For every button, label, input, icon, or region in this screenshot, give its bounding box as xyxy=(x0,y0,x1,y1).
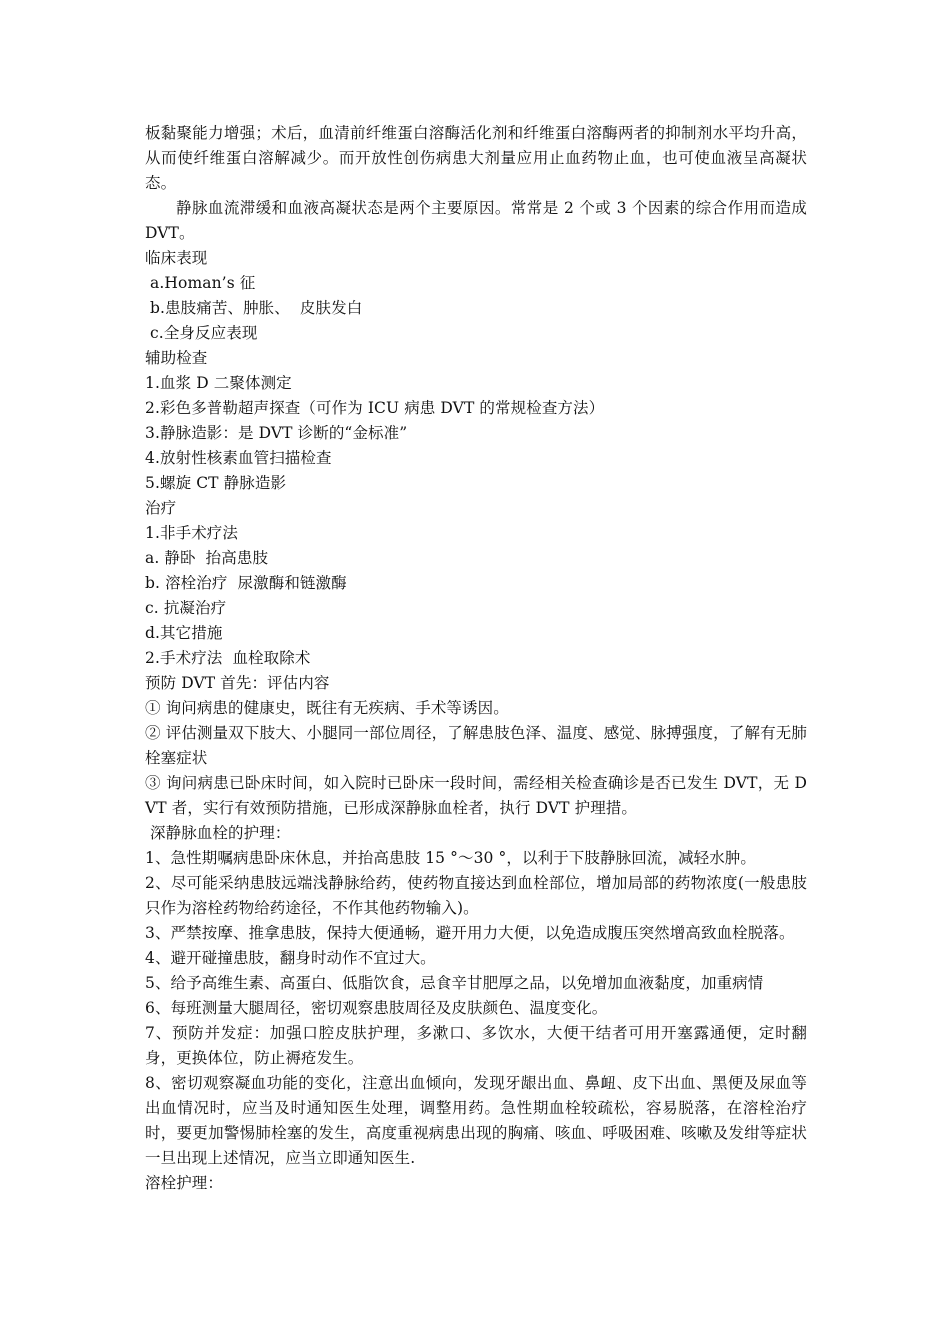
exam-item: 5.螺旋 CT 静脉造影 xyxy=(145,474,287,492)
nursing-item: 3、严禁按摩、推拿患肢，保持大便通畅，避开用力大便，以免造成腹压突然增高致血栓脱落。 xyxy=(145,924,795,942)
clinical-item: b.患肢痛苦、肿胀、 皮肤发白 xyxy=(145,299,363,317)
intro-paragraph: 板黏聚能力增强；术后，血清前纤维蛋白溶酶活化剂和纤维蛋白溶酶两者的抑制剂水平均升高，从而使纤维蛋白溶解减少。而开放性创伤病患大剂量应用止血药物止血，也可使血液呈高凝状态。 xyxy=(145,124,807,192)
nursing-item: 5、给予高维生素、高蛋白、低脂饮食，忌食辛甘肥厚之品，以免增加血液黏度，加重病情 xyxy=(145,974,764,992)
prevention-item: ② 评估测量双下肢大、小腿同一部位周径，了解患肢色泽、温度、感觉、脉搏强度，了解有无肺栓塞症状 xyxy=(145,724,807,767)
exams-heading: 辅助检查 xyxy=(145,349,208,367)
nursing-item: 7、预防并发症：加强口腔皮肤护理，多漱口、多饮水，大便干结者可用开塞露通便，定时翻身，更换体位，防止褥疮发生。 xyxy=(145,1024,807,1067)
nursing-item: 1、急性期嘱病患卧床休息，并抬高患肢 15 °～30 °，以利于下肢静脉回流，减轻水肿。 xyxy=(145,849,756,867)
prevention-heading: 预防 DVT 首先：评估内容 xyxy=(145,674,330,692)
treatment-heading: 治疗 xyxy=(145,499,177,517)
nursing-heading: 深静脉血栓的护理： xyxy=(145,824,291,842)
nursing-item: 4、避开碰撞患肢，翻身时动作不宜过大。 xyxy=(145,949,436,967)
clinical-heading: 临床表现 xyxy=(145,249,208,267)
thrombolysis-heading: 溶栓护理： xyxy=(145,1174,224,1192)
treatment-item: c. 抗凝治疗 xyxy=(145,599,227,617)
nursing-item: 8、密切观察凝血功能的变化，注意出血倾向，发现牙龈出血、鼻衄、皮下出血、黑便及尿血等出血情况时，应当及时通知医生处理，调整用药。急性期血栓较疏松，容易脱落，在溶栓治疗时，要更加警惕肺栓塞的发生，高度重视病患出现的胸痛、咳血、呼吸困难、咳嗽及发绀等症状一旦出现上述情况，应当立即通知医生. xyxy=(145,1074,807,1167)
treatment-item: a. 静卧 抬高患肢 xyxy=(145,549,269,567)
exam-item: 4.放射性核素血管扫描检查 xyxy=(145,449,332,467)
nursing-item: 2、尽可能采纳患肢远端浅静脉给药，使药物直接达到血栓部位，增加局部的药物浓度(一般患肢只作为溶栓药物给药途径，不作其他药物输入)。 xyxy=(145,874,807,917)
exam-item: 3.静脉造影：是 DVT 诊断的“金标准” xyxy=(145,424,408,442)
clinical-item: c.全身反应表现 xyxy=(145,324,258,342)
prevention-item: ③ 询问病患已卧床时间，如入院时已卧床一段时间，需经相关检查确诊是否已发生 DVT，无 DVT 者，实行有效预防措施，已形成深静脉血栓者，执行 DVT 护理措。 xyxy=(145,774,807,817)
cause-paragraph: 静脉血流滞缓和血液高凝状态是两个主要原因。常常是 2 个或 3 个因素的综合作用而造成 DVT。 xyxy=(145,199,807,242)
exam-item: 2.彩色多普勒超声探查（可作为 ICU 病患 DVT 的常规检查方法） xyxy=(145,399,605,417)
clinical-item: a.Homan’s 征 xyxy=(145,274,256,292)
document-page xyxy=(145,121,807,1196)
treatment-item: 1.非手术疗法 xyxy=(145,524,238,542)
nursing-item: 6、每班测量大腿周径，密切观察患肢周径及皮肤颜色、温度变化。 xyxy=(145,999,608,1017)
treatment-item: d.其它措施 xyxy=(145,624,223,642)
treatment-item: b. 溶栓治疗 尿激酶和链激酶 xyxy=(145,574,347,592)
treatment-item: 2.手术疗法 血栓取除术 xyxy=(145,649,311,667)
prevention-item: ① 询问病患的健康史，既往有无疾病、手术等诱因。 xyxy=(145,699,509,717)
exam-item: 1.血浆 D 二聚体测定 xyxy=(145,374,292,392)
